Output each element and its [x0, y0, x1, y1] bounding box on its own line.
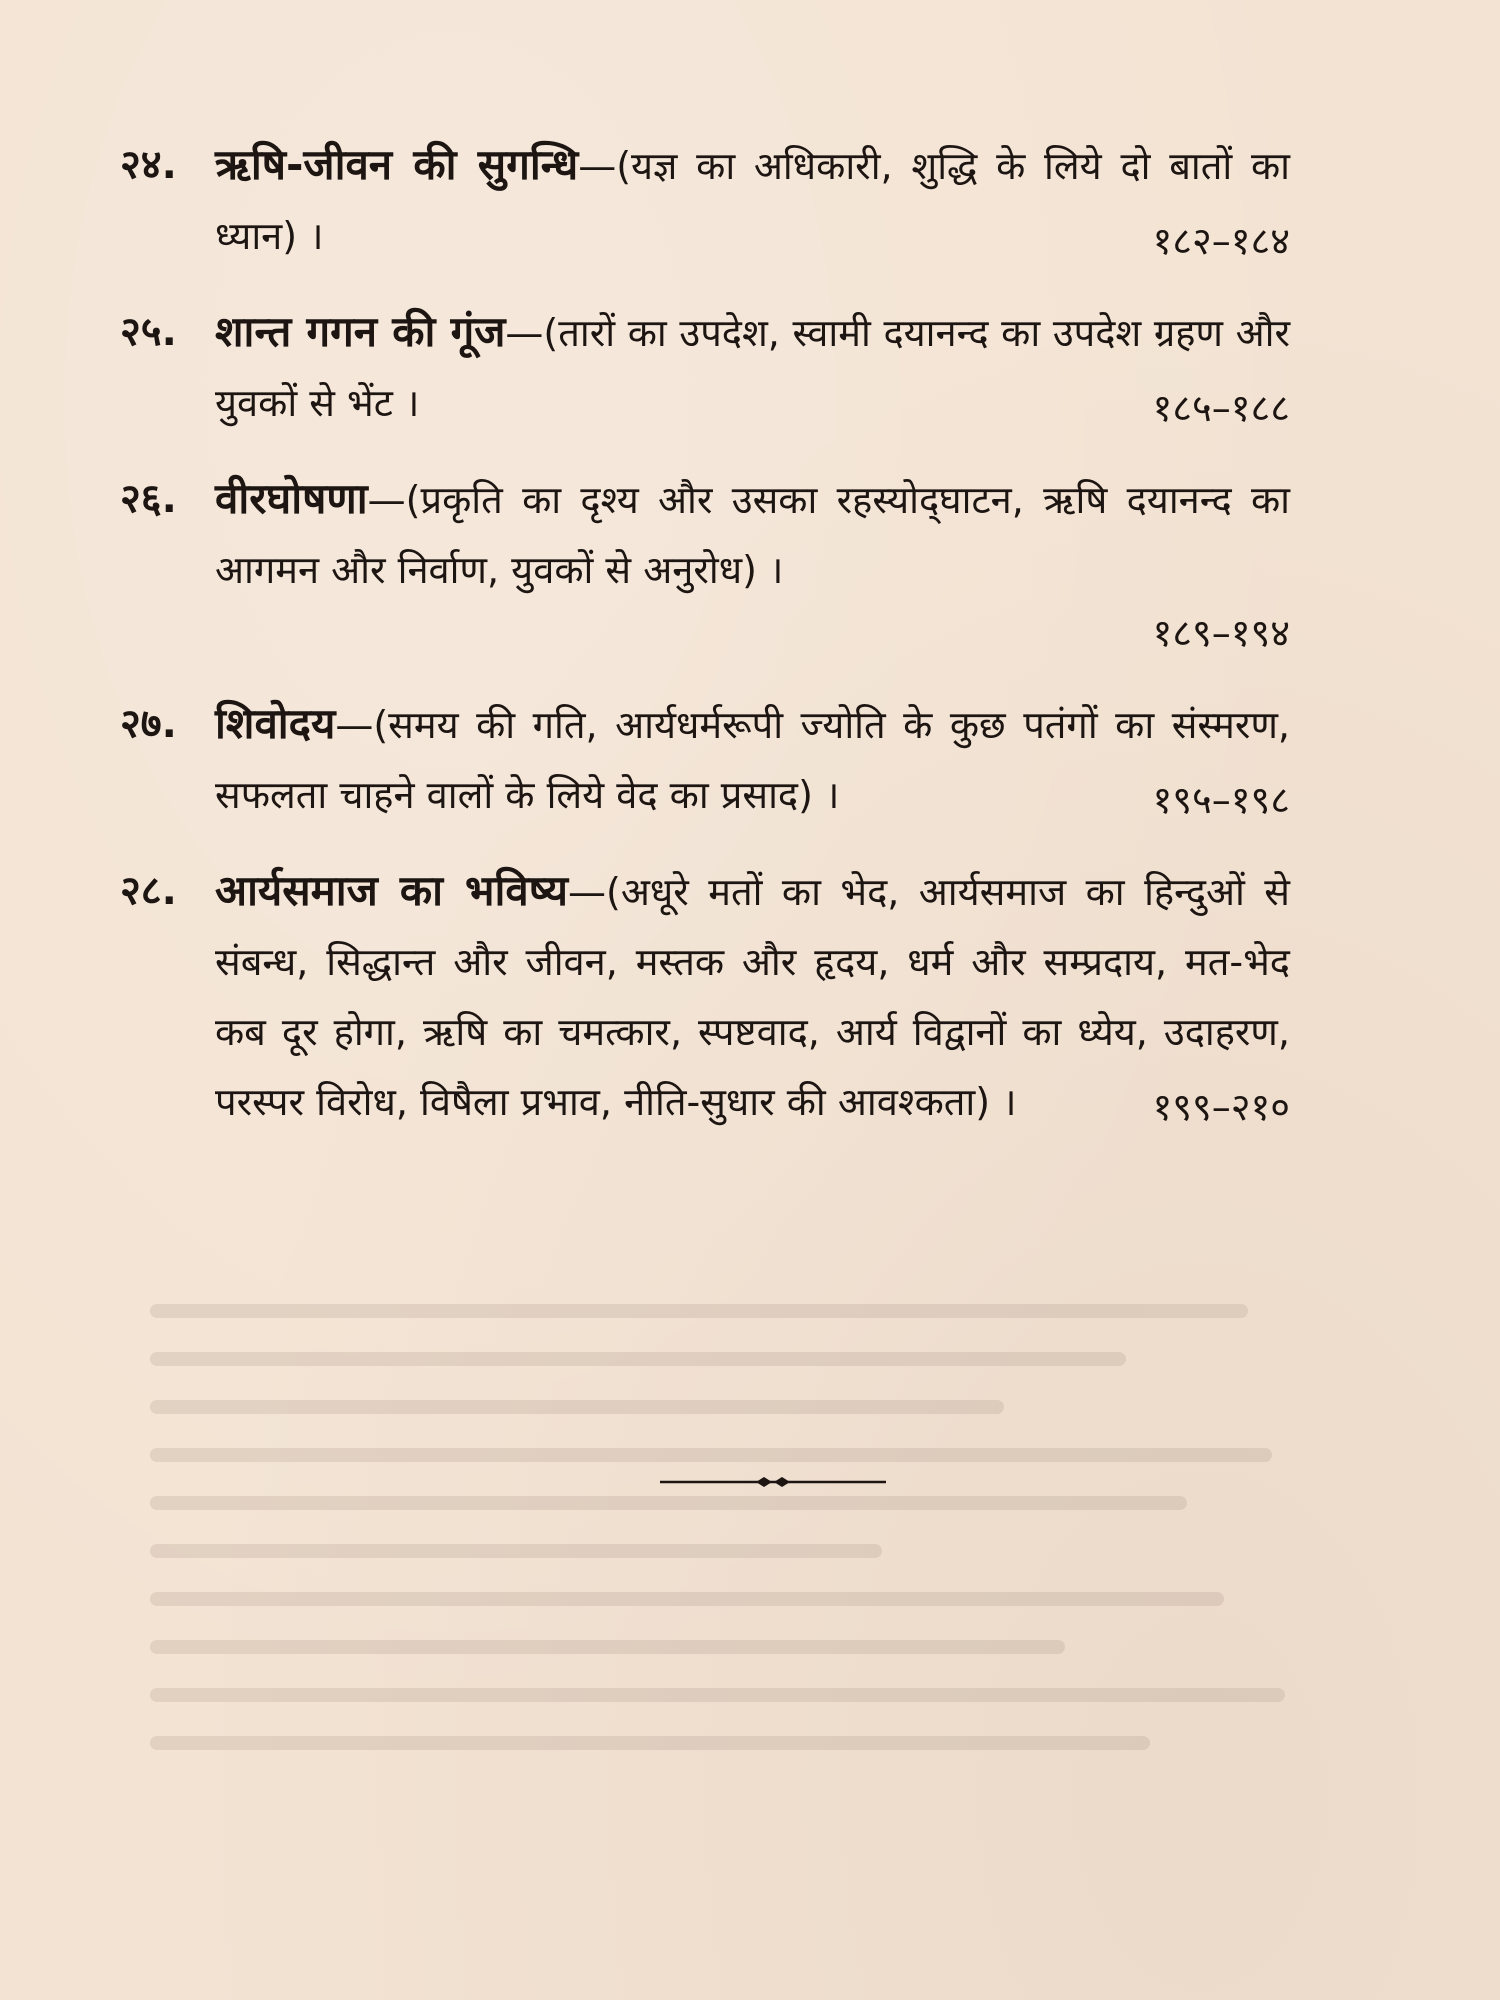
toc-entry-28 — [120, 856, 1350, 1135]
entry-number: २८. — [120, 868, 177, 914]
entry-number: २७. — [120, 701, 177, 747]
entry-description: —(यज्ञ का अधिकारी, शुद्धि के लिये दो बातों का ध्यान) । — [215, 144, 1290, 258]
entry-number: २४. — [120, 142, 177, 188]
toc-entry-24 — [120, 130, 1350, 269]
entry-page-range: १८९–१९४ — [1152, 611, 1290, 655]
entry-description: —(प्रकृति का दृश्य और उसका रहस्योद्‌घाटन, ऋषि दयानन्द का आगमन और निर्वाण, युवकों से अनुरोध) । — [215, 478, 1290, 592]
entry-page-range: १९९–२१० — [1152, 1085, 1290, 1129]
entry-page-range: १८५–१८८ — [1152, 386, 1290, 430]
entry-title: आर्यसमाज का भविष्य — [215, 866, 568, 915]
toc-entry-26 — [120, 464, 1350, 661]
table-of-contents — [120, 130, 1350, 1163]
entry-title: ऋषि-जीवन की सुगन्धि — [215, 140, 579, 189]
entry-description: —(तारों का उपदेश, स्वामी दयानन्द का उपदेश ग्रहण और युवकों से भेंट । — [215, 311, 1291, 425]
entry-page-range: १८२–१८४ — [1152, 219, 1290, 263]
entry-number: २६. — [120, 476, 177, 522]
entry-page-range: १९५–१९८ — [1152, 778, 1290, 822]
entry-description: —(अधूरे मतों का भेद, आर्यसमाज का हिन्दुओं से संबन्ध, सिद्धान्त और जीवन, मस्तक और हृदय, धर्म और सम्प्रदाय, मत-भेद कब दूर होगा, ऋषि का चमत्कार, स्पष्टवाद, आर्य विद्वानों का ध्येय, उदाहरण, परस्पर विरोध, विषैला प्रभाव, नीति-सुधार की आवश्कता) । — [215, 870, 1290, 1124]
entry-number: २५. — [120, 309, 177, 355]
entry-title: शिवोदय — [215, 699, 336, 748]
bleed-through-text — [150, 1270, 1370, 1930]
entry-title: शान्त गगन की गूंज — [215, 307, 506, 356]
section-divider-ornament — [660, 1474, 886, 1490]
entry-title: वीरघोषणा — [215, 474, 368, 523]
toc-entry-25 — [120, 297, 1350, 436]
toc-entry-27 — [120, 689, 1350, 828]
entry-description: —(समय की गति, आर्यधर्मरूपी ज्योति के कुछ पतंगों का संस्मरण, सफलता चाहने वालों के लिये वेद का प्रसाद) । — [215, 703, 1290, 817]
